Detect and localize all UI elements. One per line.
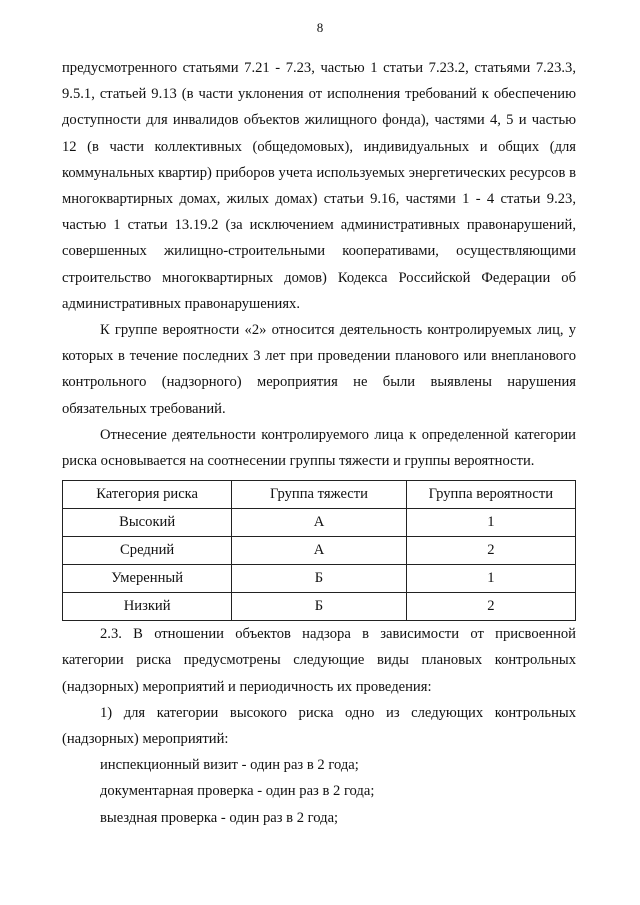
list-item: инспекционный визит - один раз в 2 года; <box>100 757 359 774</box>
header-probability-group: Группа вероятности <box>406 481 575 509</box>
table-row <box>63 593 576 621</box>
document-body <box>62 55 576 831</box>
table-row <box>63 509 576 537</box>
paragraph-high-risk-category: 1) для категории высокого риска одно из следующих контрольных (надзорных) мероприятий: <box>62 704 576 748</box>
table-header-row <box>63 481 576 509</box>
list-item: выездная проверка - один раз в 2 года; <box>100 809 339 826</box>
risk-category-table <box>62 480 576 621</box>
table-cell: Низкий <box>63 593 232 621</box>
table-cell: Средний <box>63 537 232 565</box>
paragraph-risk-assignment: Отнесение деятельности контролируемого лица к определенной категории риска основывается на соотнесении группы тяжести и группы вероятности. <box>62 426 576 470</box>
paragraph-continuation: предусмотренного статьями 7.21 - 7.23, частью 1 статьи 7.23.2, статьями 7.23.3, 9.5.1, статьей 9.13 (в части уклонения от исполнения требований к обеспечению доступности для инвалидов объектов жилищного фонда), частями 4, 5 и частью 12 (в части коллективных (общедомовых), индивидуальных и общих (для коммунальных квартир) приборов учета используемых энергетических ресурсов в многоквартирных домах, жилых домах) статьи 9.16, частями 1 - 4 статьи 9.23, частью 1 статьи 13.19.2 (за исключением административных правонарушений, совершенных жилищно-строительными кооперативами, осуществляющими строительство многоквартирных домов) Кодекса Российской Федерации об административных правонарушениях. <box>62 60 576 312</box>
header-severity-group: Группа тяжести <box>232 481 406 509</box>
paragraph-section-2-3: 2.3. В отношении объектов надзора в зависимости от присвоенной категории риска предусмотрены следующие виды плановых контрольных (надзорных) мероприятий и периодичность их проведения: <box>62 626 576 695</box>
table-cell: А <box>232 509 406 537</box>
table-cell: 1 <box>406 565 575 593</box>
table-cell: Б <box>232 565 406 593</box>
table-cell: А <box>232 537 406 565</box>
table-cell: 2 <box>406 593 575 621</box>
table-cell: 1 <box>406 509 575 537</box>
header-risk-category: Категория риска <box>63 481 232 509</box>
list-item: документарная проверка - один раз в 2 года; <box>100 783 375 800</box>
table-cell: Высокий <box>63 509 232 537</box>
paragraph-probability-group: К группе вероятности «2» относится деятельность контролируемых лиц, у которых в течение последних 3 лет при проведении планового или внепланового контрольного (надзорного) мероприятия не были выявлены нарушения обязательных требований. <box>62 322 576 417</box>
table-row <box>63 565 576 593</box>
table-row <box>63 537 576 565</box>
table-cell: 2 <box>406 537 575 565</box>
table-cell: Б <box>232 593 406 621</box>
table-cell: Умеренный <box>63 565 232 593</box>
page-number: 8 <box>316 20 324 35</box>
